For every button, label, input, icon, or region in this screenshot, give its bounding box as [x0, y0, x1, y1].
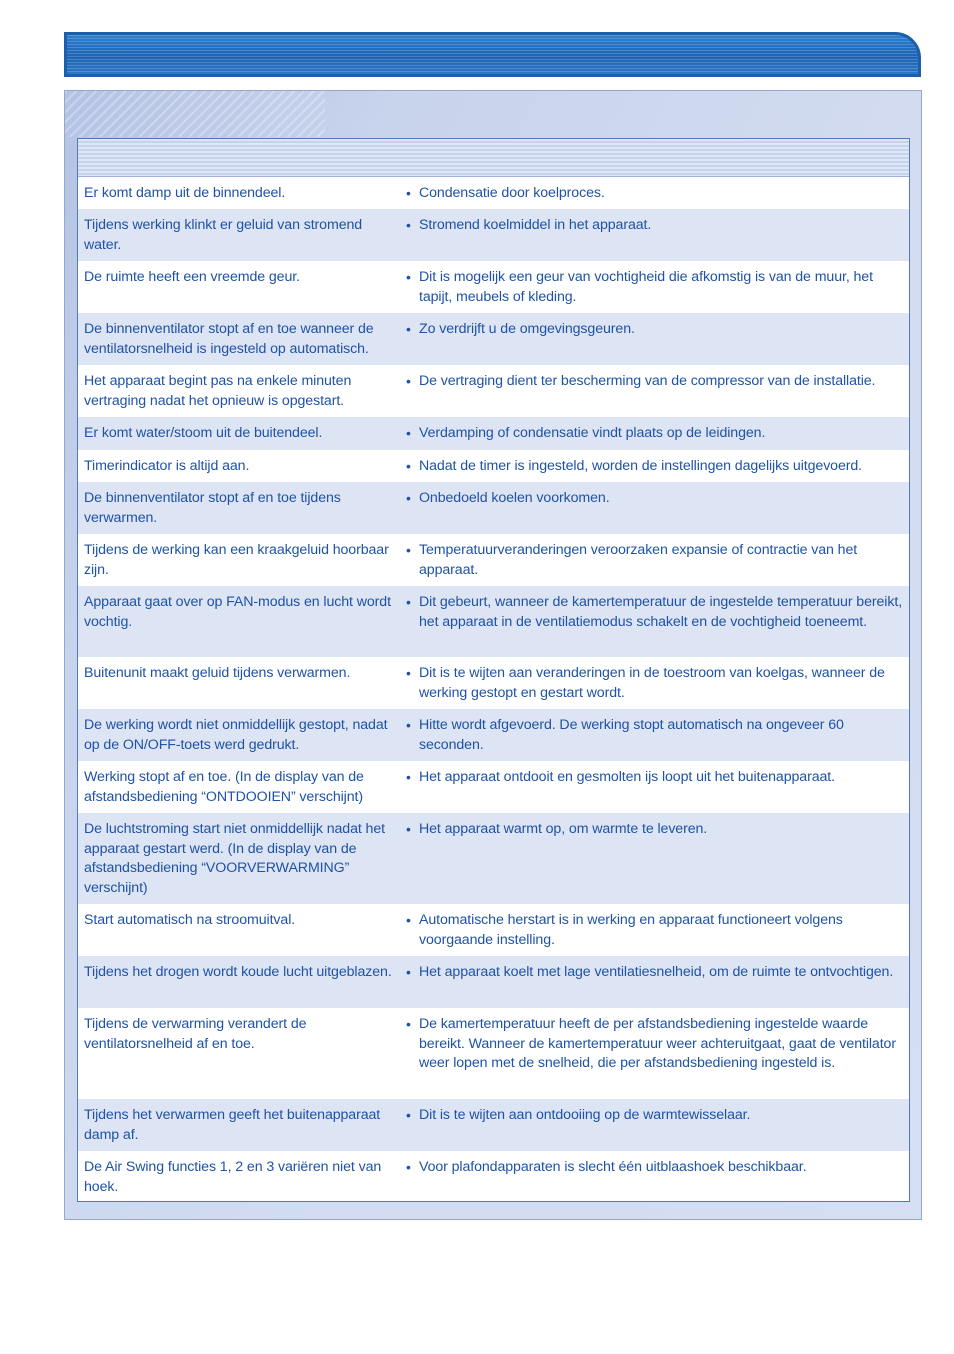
symptom-text: Er komt damp uit de binnendeel. — [84, 185, 286, 201]
symptom-text: Tijdens de werking kan een kraakgeluid hoorbaar zijn. — [84, 542, 389, 578]
symptom-text: De werking wordt niet onmiddellijk gestopt, nadat op de ON/OFF-toets werd gedrukt. — [84, 717, 388, 753]
table-row — [78, 209, 909, 261]
bullet-mark: • — [406, 1107, 411, 1123]
cause-text: Temperatuurveranderingen veroorzaken expansie of contractie van het apparaat. — [419, 542, 858, 578]
bullet-mark: • — [406, 912, 411, 928]
table-header — [78, 139, 909, 177]
cause-text: Het apparaat ontdooit en gesmolten ijs loopt uit het buitenapparaat. — [419, 769, 835, 785]
symptom-text: De ruimte heeft een vreemde geur. — [84, 269, 300, 285]
bullet-mark: • — [406, 373, 411, 389]
table-row — [78, 956, 909, 1008]
cause-text: Stromend koelmiddel in het apparaat. — [419, 217, 652, 233]
bullet-mark: • — [406, 542, 411, 558]
table-row — [78, 1008, 909, 1099]
symptom-text: Apparaat gaat over op FAN-modus en lucht wordt vochtig. — [84, 594, 391, 630]
symptom-text: De binnenventilator stopt af en toe tijdens verwarmen. — [84, 490, 341, 526]
bullet-mark: • — [406, 665, 411, 681]
bullet-mark: • — [406, 769, 411, 785]
table-row — [78, 709, 909, 761]
cause-text: Voor plafondapparaten is slecht één uitblaashoek beschikbaar. — [419, 1159, 807, 1175]
symptom-text: Het apparaat begint pas na enkele minuten vertraging nadat het opnieuw is opgestart. — [84, 373, 352, 409]
symptom-text: Tijdens werking klinkt er geluid van stromend water. — [84, 217, 363, 253]
symptom-text: Start automatisch na stroomuitval. — [84, 912, 296, 928]
table-row — [78, 813, 909, 904]
bullet-mark: • — [406, 217, 411, 233]
bullet-mark: • — [406, 594, 411, 610]
troubleshooting-table — [77, 138, 910, 1202]
cause-text: Automatische herstart is in werking en apparaat functioneert volgens voorgaande instelling. — [419, 912, 843, 948]
table-body — [78, 177, 909, 1203]
bullet-mark: • — [406, 1016, 411, 1032]
table-row — [78, 904, 909, 956]
bullet-mark: • — [406, 821, 411, 837]
cause-text: Condensatie door koelproces. — [419, 185, 605, 201]
table-row — [78, 657, 909, 709]
table-row — [78, 586, 909, 657]
panel-decoration — [65, 91, 325, 137]
cause-text: Het apparaat koelt met lage ventilatiesnelheid, om de ruimte te ontvochtigen. — [419, 964, 894, 980]
table-row — [78, 417, 909, 450]
symptom-text: Tijdens de verwarming verandert de ventilatorsnelheid af en toe. — [84, 1016, 307, 1052]
cause-text: Onbedoeld koelen voorkomen. — [419, 490, 610, 506]
table-row — [78, 761, 909, 813]
table-row — [78, 261, 909, 313]
cause-text: Zo verdrijft u de omgevingsgeuren. — [419, 321, 635, 337]
table-row — [78, 534, 909, 586]
bullet-mark: • — [406, 269, 411, 285]
cause-text: Dit is mogelijk een geur van vochtigheid die afkomstig is van de muur, het tapijt, meubels of kleding. — [419, 269, 873, 305]
symptom-text: De Air Swing functies 1, 2 en 3 variëren niet van hoek. — [84, 1159, 382, 1195]
cause-text: Dit is te wijten aan veranderingen in de toestroom van koelgas, wanneer de werking gestopt en gestart wordt. — [419, 665, 885, 701]
table-row — [78, 313, 909, 365]
symptom-text: Werking stopt af en toe. (In de display van de afstandsbediening “ONTDOOIEN” verschijnt) — [84, 769, 364, 805]
symptom-text: Tijdens het verwarmen geeft het buitenapparaat damp af. — [84, 1107, 381, 1143]
table-row — [78, 365, 909, 417]
cause-text: De kamertemperatuur heeft de per afstandsbediening ingestelde waarde bereikt. Wanneer de kamertemperatuur weer achteruitgaat, gaat de ventilator weer lopen met de snelheid, die per afstandsbediening ingesteld is. — [419, 1016, 896, 1072]
table-row — [78, 1099, 909, 1151]
symptom-text: De binnenventilator stopt af en toe wanneer de ventilatorsnelheid is ingesteld op automatisch. — [84, 321, 374, 357]
table-row — [78, 1151, 909, 1203]
symptom-text: De luchtstroming start niet onmiddellijk nadat het apparaat gestart werd. (In de display van de afstandsbediening “VOORVERWARMING” verschijnt) — [84, 821, 385, 896]
bullet-mark: • — [406, 185, 411, 201]
bullet-mark: • — [406, 425, 411, 441]
cause-text: Hitte wordt afgevoerd. De werking stopt automatisch na ongeveer 60 seconden. — [419, 717, 844, 753]
cause-text: Nadat de timer is ingesteld, worden de instellingen dagelijks uitgevoerd. — [419, 458, 863, 474]
bullet-mark: • — [406, 1159, 411, 1175]
symptom-text: Tijdens het drogen wordt koude lucht uitgeblazen. — [84, 964, 392, 980]
header-bar — [64, 32, 921, 77]
cause-text: Het apparaat warmt op, om warmte te leveren. — [419, 821, 708, 837]
bullet-mark: • — [406, 717, 411, 733]
bullet-mark: • — [406, 964, 411, 980]
cause-text: De vertraging dient ter bescherming van de compressor van de installatie. — [419, 373, 876, 389]
cause-text: Dit gebeurt, wanneer de kamertemperatuur de ingestelde temperatuur bereikt, het apparaat in de ventilatiemodus schakelt en de vochtigheid toeneemt. — [419, 594, 903, 630]
bullet-mark: • — [406, 458, 411, 474]
symptom-text: Buitenunit maakt geluid tijdens verwarmen. — [84, 665, 351, 681]
table-row — [78, 177, 909, 209]
bullet-mark: • — [406, 490, 411, 506]
bullet-mark: • — [406, 321, 411, 337]
table-row — [78, 482, 909, 534]
cause-text: Verdamping of condensatie vindt plaats op de leidingen. — [419, 425, 766, 441]
table-row — [78, 450, 909, 482]
cause-text: Dit is te wijten aan ontdooiing op de warmtewisselaar. — [419, 1107, 751, 1123]
symptom-text: Timerindicator is altijd aan. — [84, 458, 250, 474]
symptom-text: Er komt water/stoom uit de buitendeel. — [84, 425, 323, 441]
